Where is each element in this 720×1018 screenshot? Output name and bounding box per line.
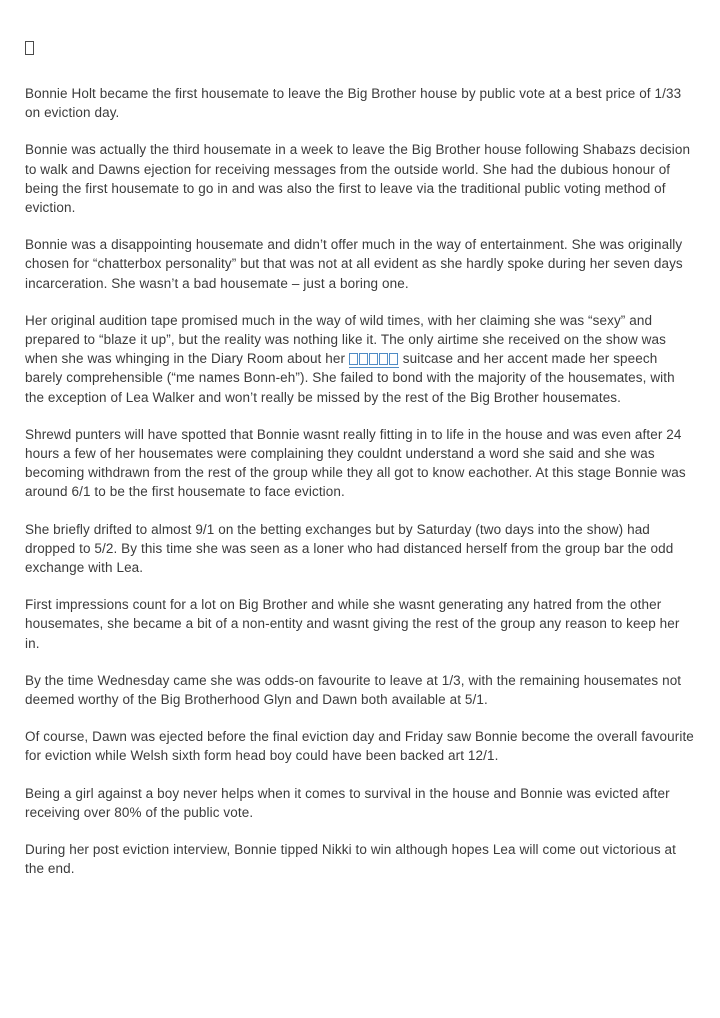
paragraph-post-eviction: During her post eviction interview, Bonnie tipped Nikki to win although hopes Lea will come out victorious at the end.: [25, 842, 676, 877]
missing-glyph-icon: [369, 353, 378, 365]
paragraph-third-housemate: Bonnie was actually the third housemate in a week to leave the Big Brother house following Shabazs decision to walk and Dawns ejection for receiving messages from the outside world. She had the dubious honour of being the first housemate to go in and was also the first to leave via the traditional public voting method of eviction.: [25, 142, 691, 216]
missing-glyph-icon: [379, 353, 388, 365]
missing-glyph-icon: [389, 353, 398, 365]
paragraph-eviction-price: Bonnie Holt became the first housemate to leave the Big Brother house by public vote at a best price of 1/33 on eviction day.: [25, 86, 682, 121]
paragraph-evicted-vote: Being a girl against a boy never helps when it comes to survival in the house and Bonnie was evicted after receiving over 80% of the public vote.: [25, 785, 670, 820]
paragraph-audition-text-after: suitcase and her accent made her speech barely comprehensible (“me names Bonn-eh”). She failed to bond with the majority of the housemates, with the exception of Lea Walker and won’t really be missed by the rest of the Big Brother housemates.: [25, 351, 675, 405]
paragraph-disappointing: Bonnie was a disappointing housemate and didn’t offer much in the way of entertainment. She was originally chosen for “chatterbox personality” but that was not at all evident as she hardly spoke during her seven days incarceration. She wasn’t a bad housemate – just a boring one.: [25, 237, 683, 291]
paragraph-audition-tape: [25, 311, 695, 407]
missing-glyph-icon: [349, 353, 358, 365]
paragraph-betting-exchanges: She briefly drifted to almost 9/1 on the betting exchanges but by Saturday (two days into the show) had dropped to 5/2. By this time she was seen as a loner who had distanced herself from the group bar the odd exchange with Lea.: [25, 521, 674, 576]
paragraph-shrewd-punters: Shrewd punters will have spotted that Bonnie wasnt really fitting in to life in the house and was even after 24 hours a few of her housemates were complaining they couldnt understand a word she said and she was becoming withdrawn from the rest of the group while they all got to know eachother. At this stage Bonnie was around 6/1 to be the first housemate to face eviction.: [25, 426, 686, 500]
paragraph-odds-on: By the time Wednesday came she was odds-on favourite to leave at 1/3, with the remaining housemates not deemed worthy of the Big Brotherhood Glyn and Dawn both available at 5/1.: [25, 672, 682, 708]
paragraph-dawn-ejected: Of course, Dawn was ejected before the final eviction day and Friday saw Bonnie become the overall favourite for eviction while Welsh sixth form head boy could have been backed art 12/1.: [25, 729, 694, 764]
missing-glyph-icon: [25, 41, 34, 55]
paragraph-audition-text-before: Her original audition tape promised much in the way of wild times, with her claiming she was “sexy” and prepared to “blaze it up”, but the reality was nothing like it. The only airtime she received on the show was when she was whinging in the Diary Room about her: [25, 312, 666, 367]
paragraph-first-impressions: First impressions count for a lot on Big Brother and while she wasnt generating any hatred from the other housemates, she became a bit of a non-entity and wasnt giving the rest of the group any reason to keep her in.: [25, 597, 680, 651]
suitcase-link[interactable]: [349, 351, 399, 368]
missing-glyph-icon: [359, 353, 368, 365]
missing-glyph-line: [25, 40, 695, 60]
